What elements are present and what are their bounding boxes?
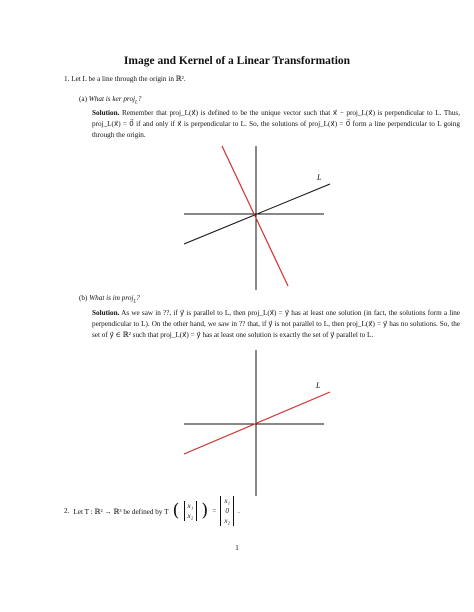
solution-label: Solution. [92,109,120,117]
vector-entry: x₁ [224,497,231,505]
part-a-question [79,95,141,107]
vector-entry: x₁ [187,502,194,510]
question-text: What is ker proj [88,95,136,103]
solution-label: Solution. [92,309,120,317]
kernel-figure [184,146,330,290]
question-text: What is im proj [89,294,134,302]
solution-text: Remember that proj_L(x⃗) is defined to be the unique vector such that x⃗ − proj_L(x⃗) is perpendicular to L. Thus, proj_L(x⃗) = 0⃗ if and only if x⃗ is perpendicular to L. So, the solutions of proj_L(x⃗) = 0⃗ form a line perpendicular to L going through the origin. [92,109,461,139]
output-vector [220,496,234,526]
problem-statement: Let T : ℝ² → ℝ³ be defined by T [73,507,169,516]
part-a-solution [92,108,460,141]
input-vector [184,501,198,521]
question-subscript: L [135,100,138,106]
part-b-solution [92,308,460,341]
right-paren: ) [201,500,209,521]
solution-text: As we saw in ??, if y⃗ is parallel to L, then proj_L(x⃗) = y⃗ has at least one solution (in fact, the solutions form a line perpendicular to L). On the other hand, we saw in ?? that, if y⃗ is not parallel to L, then proj_L(x⃗) = y⃗ has no solutions. So, the set of y⃗ ∈ ℝ² such that proj_L(x⃗) = y⃗ has at least one solution is exactly the set of y⃗ parallel to L. [92,309,461,339]
problem-number: 2. [64,507,70,515]
question-subscript: L [133,299,137,305]
part-b-question [79,294,140,306]
line-l-label: L [316,381,321,390]
image-line [184,392,330,454]
image-figure [184,350,330,496]
vector-entry: x₂ [187,512,194,520]
problem-number: 1. [64,75,70,83]
statement-end: . [238,507,240,515]
line-l-label: L [317,173,322,182]
part-label: (a) [79,95,87,103]
question-end: ? [136,294,140,302]
part-label: (b) [79,294,88,302]
problem-2 [64,496,240,526]
vector-entry: x₂ [224,517,231,525]
question-end: ? [137,95,142,103]
problem-statement: Let L be a line through the origin in ℝ². [71,75,186,83]
kernel-line [222,146,288,286]
left-paren: ( [172,500,180,521]
page-number: 1 [235,543,239,552]
equals-sign: = [212,507,217,515]
page-title: Image and Kernel of a Linear Transformation [123,55,351,67]
problem-1-header [64,75,186,84]
vector-entry: 0 [225,507,229,515]
